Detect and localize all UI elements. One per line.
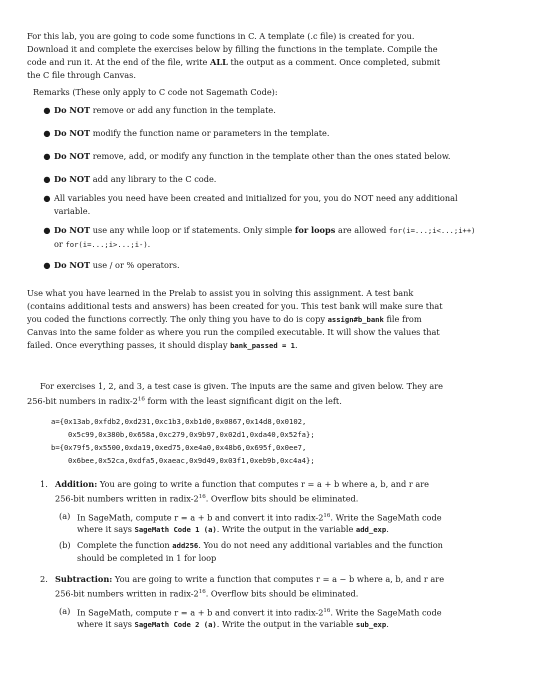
bullet-dot: ●	[43, 225, 51, 235]
remark-text: Do NOT use / or % operators.	[54, 260, 180, 270]
code-line: 0x6bee,0x52ca,0xdfa5,0xaeac,0x9d49,0x03f1,0xeb9b,0xc4a4};	[68, 456, 315, 465]
bullet-dot: ●	[43, 128, 51, 138]
exercise-description: 256-bit numbers written in radix-$2^{16}$. Overflow bits should be eliminated.	[55, 493, 359, 504]
subpart-text: where it says SageMath Code 2 (a). Write the output in the variable sub_exp.	[77, 619, 389, 629]
testbank-line: Canvas into the same folder as where you run the compiled executable. It will show the values that	[27, 327, 440, 337]
remark-text: Do NOT use any while loop or if statements. Only simple for loops are allowed for(i=...;i<...;i++) or for(i=...;i>...;i-).	[54, 225, 476, 249]
bank-file-name: assign#b_bank	[327, 315, 384, 324]
subpart-text: In SageMath, compute r = a + b and convert it into radix-$2^{16}$. Write the SageMath code	[77, 607, 442, 618]
exercise-heading: Addition: You are going to write a function that computes r = a + b where a, b, and r are	[55, 479, 429, 489]
remark-text: All variables you need have been created and initialized for you, you do NOT need any additional variable.	[54, 193, 458, 216]
remark-text: Do NOT remove or add any function in the template.	[54, 105, 276, 115]
remark-text: Do NOT add any library to the C code.	[54, 174, 217, 184]
intro-line: the C file through Canvas.	[27, 70, 136, 80]
intro-line: For this lab, you are going to code some functions in C. A template (.c file) is created for you.	[27, 31, 415, 41]
testbank-line: Use what you have learned in the Prelab to assist you in solving this assignment. A test bank	[27, 288, 414, 298]
bank-passed-value: bank_passed = 1	[230, 341, 295, 350]
subpart-text: should be completed in 1 for loop	[77, 553, 217, 563]
subpart-text: where it says SageMath Code 1 (a). Write the output in the variable add_exp.	[77, 524, 389, 534]
bullet-dot: ●	[43, 151, 51, 161]
testbank-line: (contains additional tests and answers) has been created for you. This test bank will make sure that	[27, 301, 443, 311]
intro-line: code and run it. At the end of the file, write ALL the output as a comment. Once completed, submit	[27, 57, 441, 67]
emphasis-all: ALL	[210, 57, 228, 67]
bullet-dot: ●	[43, 260, 51, 270]
code-line: 0x5c99,0x380b,0x658a,0xc279,0x9b97,0x02d1,0xda40,0x52fa};	[68, 430, 315, 439]
code-line: b={0x79f5,0x5500,0xda19,0xed75,0xe4a0,0x48b6,0x695f,0x0ee7,	[51, 443, 307, 452]
subpart-text: Complete the function add256. You do not need any additional variables and the function	[77, 540, 443, 550]
bullet-dot: ●	[43, 174, 51, 184]
bullet-dot: ●	[43, 105, 51, 115]
testbank-line: you coded the functions correctly. The only thing you have to do is copy assign#b_bank file from	[27, 314, 422, 324]
exercises-intro-line: 256-bit numbers in radix-$2^{16}$ form with the least significant digit on the left.	[27, 395, 342, 406]
testbank-line: failed. Once everything passes, it should display bank_passed = 1.	[27, 340, 298, 350]
intro-line: Download it and complete the exercises below by filling the functions in the template. Compile the	[27, 44, 438, 54]
exercise-description: 256-bit numbers written in radix-$2^{16}$. Overflow bits should be eliminated.	[55, 588, 359, 599]
bullet-dot: ●	[43, 193, 51, 203]
code-line: a={0x13ab,0xfdb2,0xd231,0xc1b3,0xb1d0,0x0867,0x14d8,0x0102,	[51, 417, 307, 426]
remark-text: Do NOT remove, add, or modify any function in the template other than the ones stated below.	[54, 151, 451, 161]
exercise-number: 1.	[40, 479, 48, 489]
remarks-heading: Remarks (These only apply to C code not Sagemath Code):	[33, 87, 278, 97]
subpart-label: (a)	[59, 606, 71, 616]
subpart-text: In SageMath, compute r = a + b and convert it into radix-$2^{16}$. Write the SageMath code	[77, 512, 442, 523]
subpart-label: (b)	[59, 540, 71, 550]
exercise-heading: Subtraction: You are going to write a function that computes r = a − b where a, b, and r are	[55, 574, 445, 584]
remark-text: Do NOT modify the function name or parameters in the template.	[54, 128, 330, 138]
subpart-label: (a)	[59, 511, 71, 521]
exercise-number: 2.	[40, 574, 48, 584]
exercises-intro-line: For exercises 1, 2, and 3, a test case is given. The inputs are the same and given below. They are	[40, 381, 444, 391]
